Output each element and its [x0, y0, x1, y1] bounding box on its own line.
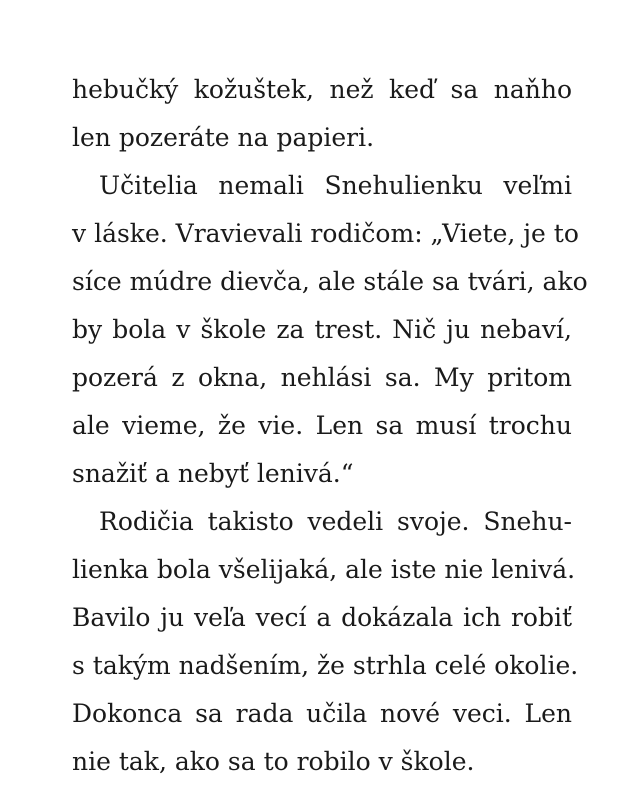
text-line: Bavilo ju veľa vecí a dokázala ich robiť: [72, 603, 572, 632]
text-line: snažiť a nebyť lenivá.“: [72, 459, 354, 488]
text-line: Rodičia takisto vedeli svoje. Snehu-: [99, 507, 572, 536]
body-text: [72, 66, 588, 786]
text-line: by bola v škole za trest. Nič ju nebaví,: [72, 315, 572, 344]
text-line: v láske. Vravievali rodičom: „Viete, je to: [72, 219, 579, 248]
text-line: Dokonca sa rada učila nové veci. Len: [72, 699, 572, 728]
text-line: ale vieme, že vie. Len sa musí trochu: [72, 411, 572, 440]
text-line: hebučký kožuštek, než keď sa naňho: [72, 75, 572, 104]
text-line: len pozeráte na papieri.: [72, 123, 375, 152]
text-line: lienka bola všelijaká, ale iste nie lenivá.: [72, 555, 576, 584]
text-line: Učitelia nemali Snehulienku veľmi: [99, 171, 572, 200]
text-line: s takým nadšením, že strhla celé okolie.: [72, 651, 579, 680]
text-line: nie tak, ako sa to robilo v škole.: [72, 747, 475, 776]
text-line: síce múdre dievča, ale stále sa tvári, ako: [72, 267, 588, 296]
text-line: pozerá z okna, nehlási sa. My pritom: [72, 363, 572, 392]
